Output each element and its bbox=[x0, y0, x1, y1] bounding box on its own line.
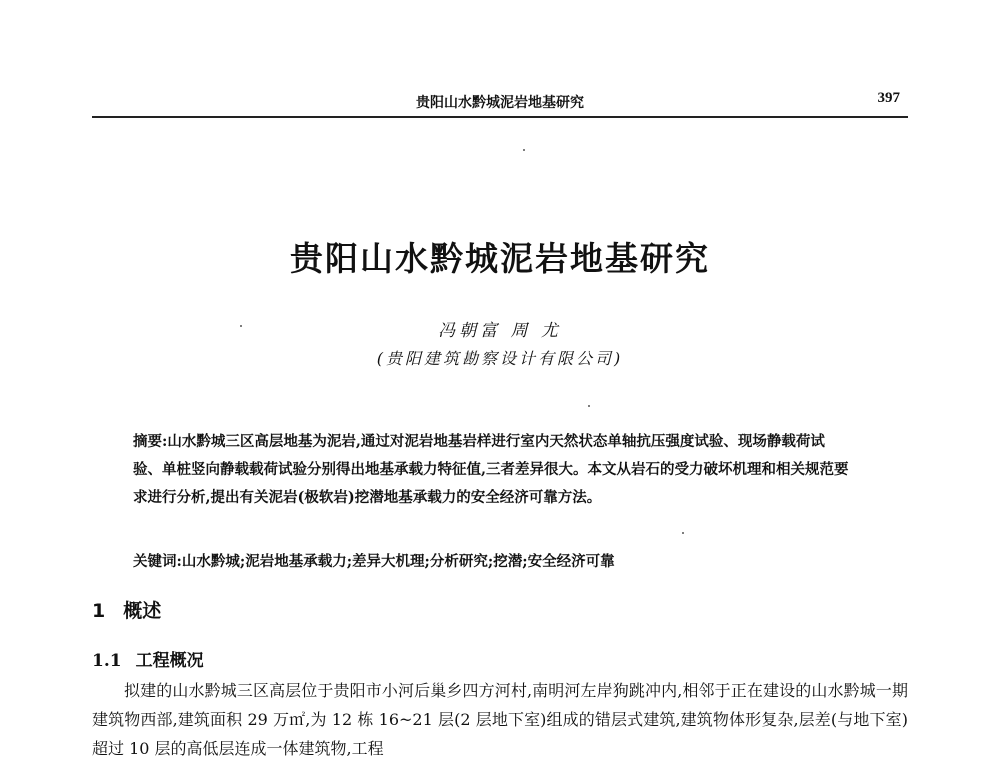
scan-speck bbox=[523, 149, 525, 151]
section-number: 1 bbox=[92, 600, 106, 622]
subsection-heading bbox=[92, 646, 204, 671]
article-title: 贵阳山水黔城泥岩地基研究 bbox=[290, 239, 710, 278]
subsection-title: 工程概况 bbox=[135, 651, 204, 671]
scan-speck bbox=[682, 532, 684, 534]
running-title: 贵阳山水黔城泥岩地基研究 bbox=[416, 95, 584, 111]
abstract-text: 摘要:山水黔城三区高层地基为泥岩,通过对泥岩地基岩样进行室内天然状态单轴抗压强度试验、现场静载荷试验、单桩竖向静载载荷试验分别得出地基承载力特征值,三者差异很大。本文从岩石的受力破坏机理和相关规范要求进行分析,提出有关泥岩(极软岩)挖潜地基承载力的安全经济可靠方法。 bbox=[133, 433, 849, 506]
article-authors: 冯朝富 周 尤 bbox=[438, 321, 562, 341]
keywords: 关键词:山水黔城;泥岩地基承载力;差异大机理;分析研究;挖潜;安全经济可靠 bbox=[133, 553, 615, 570]
article-affiliation: (贵阳建筑勘察设计有限公司) bbox=[376, 349, 624, 368]
abstract bbox=[133, 428, 853, 512]
page-number: 397 bbox=[877, 90, 900, 106]
scan-speck bbox=[588, 405, 590, 407]
running-header bbox=[92, 84, 908, 118]
section-heading bbox=[92, 596, 161, 623]
body-text bbox=[92, 676, 908, 763]
section-title: 概述 bbox=[123, 600, 162, 622]
paragraph: 拟建的山水黔城三区高层位于贵阳市小河后巢乡四方河村,南明河左岸狗跳冲内,相邻于正在建设的山水黔城一期建筑物西部,建筑面积 29 万㎡,为 12 栋 16~21 层(2 层地下室)组成的错层式建筑,建筑物体形复杂,层差(与地下室)超过 10 层的高低层连成一体建筑物,工程 bbox=[92, 681, 908, 758]
subsection-number: 1.1 bbox=[92, 651, 122, 671]
